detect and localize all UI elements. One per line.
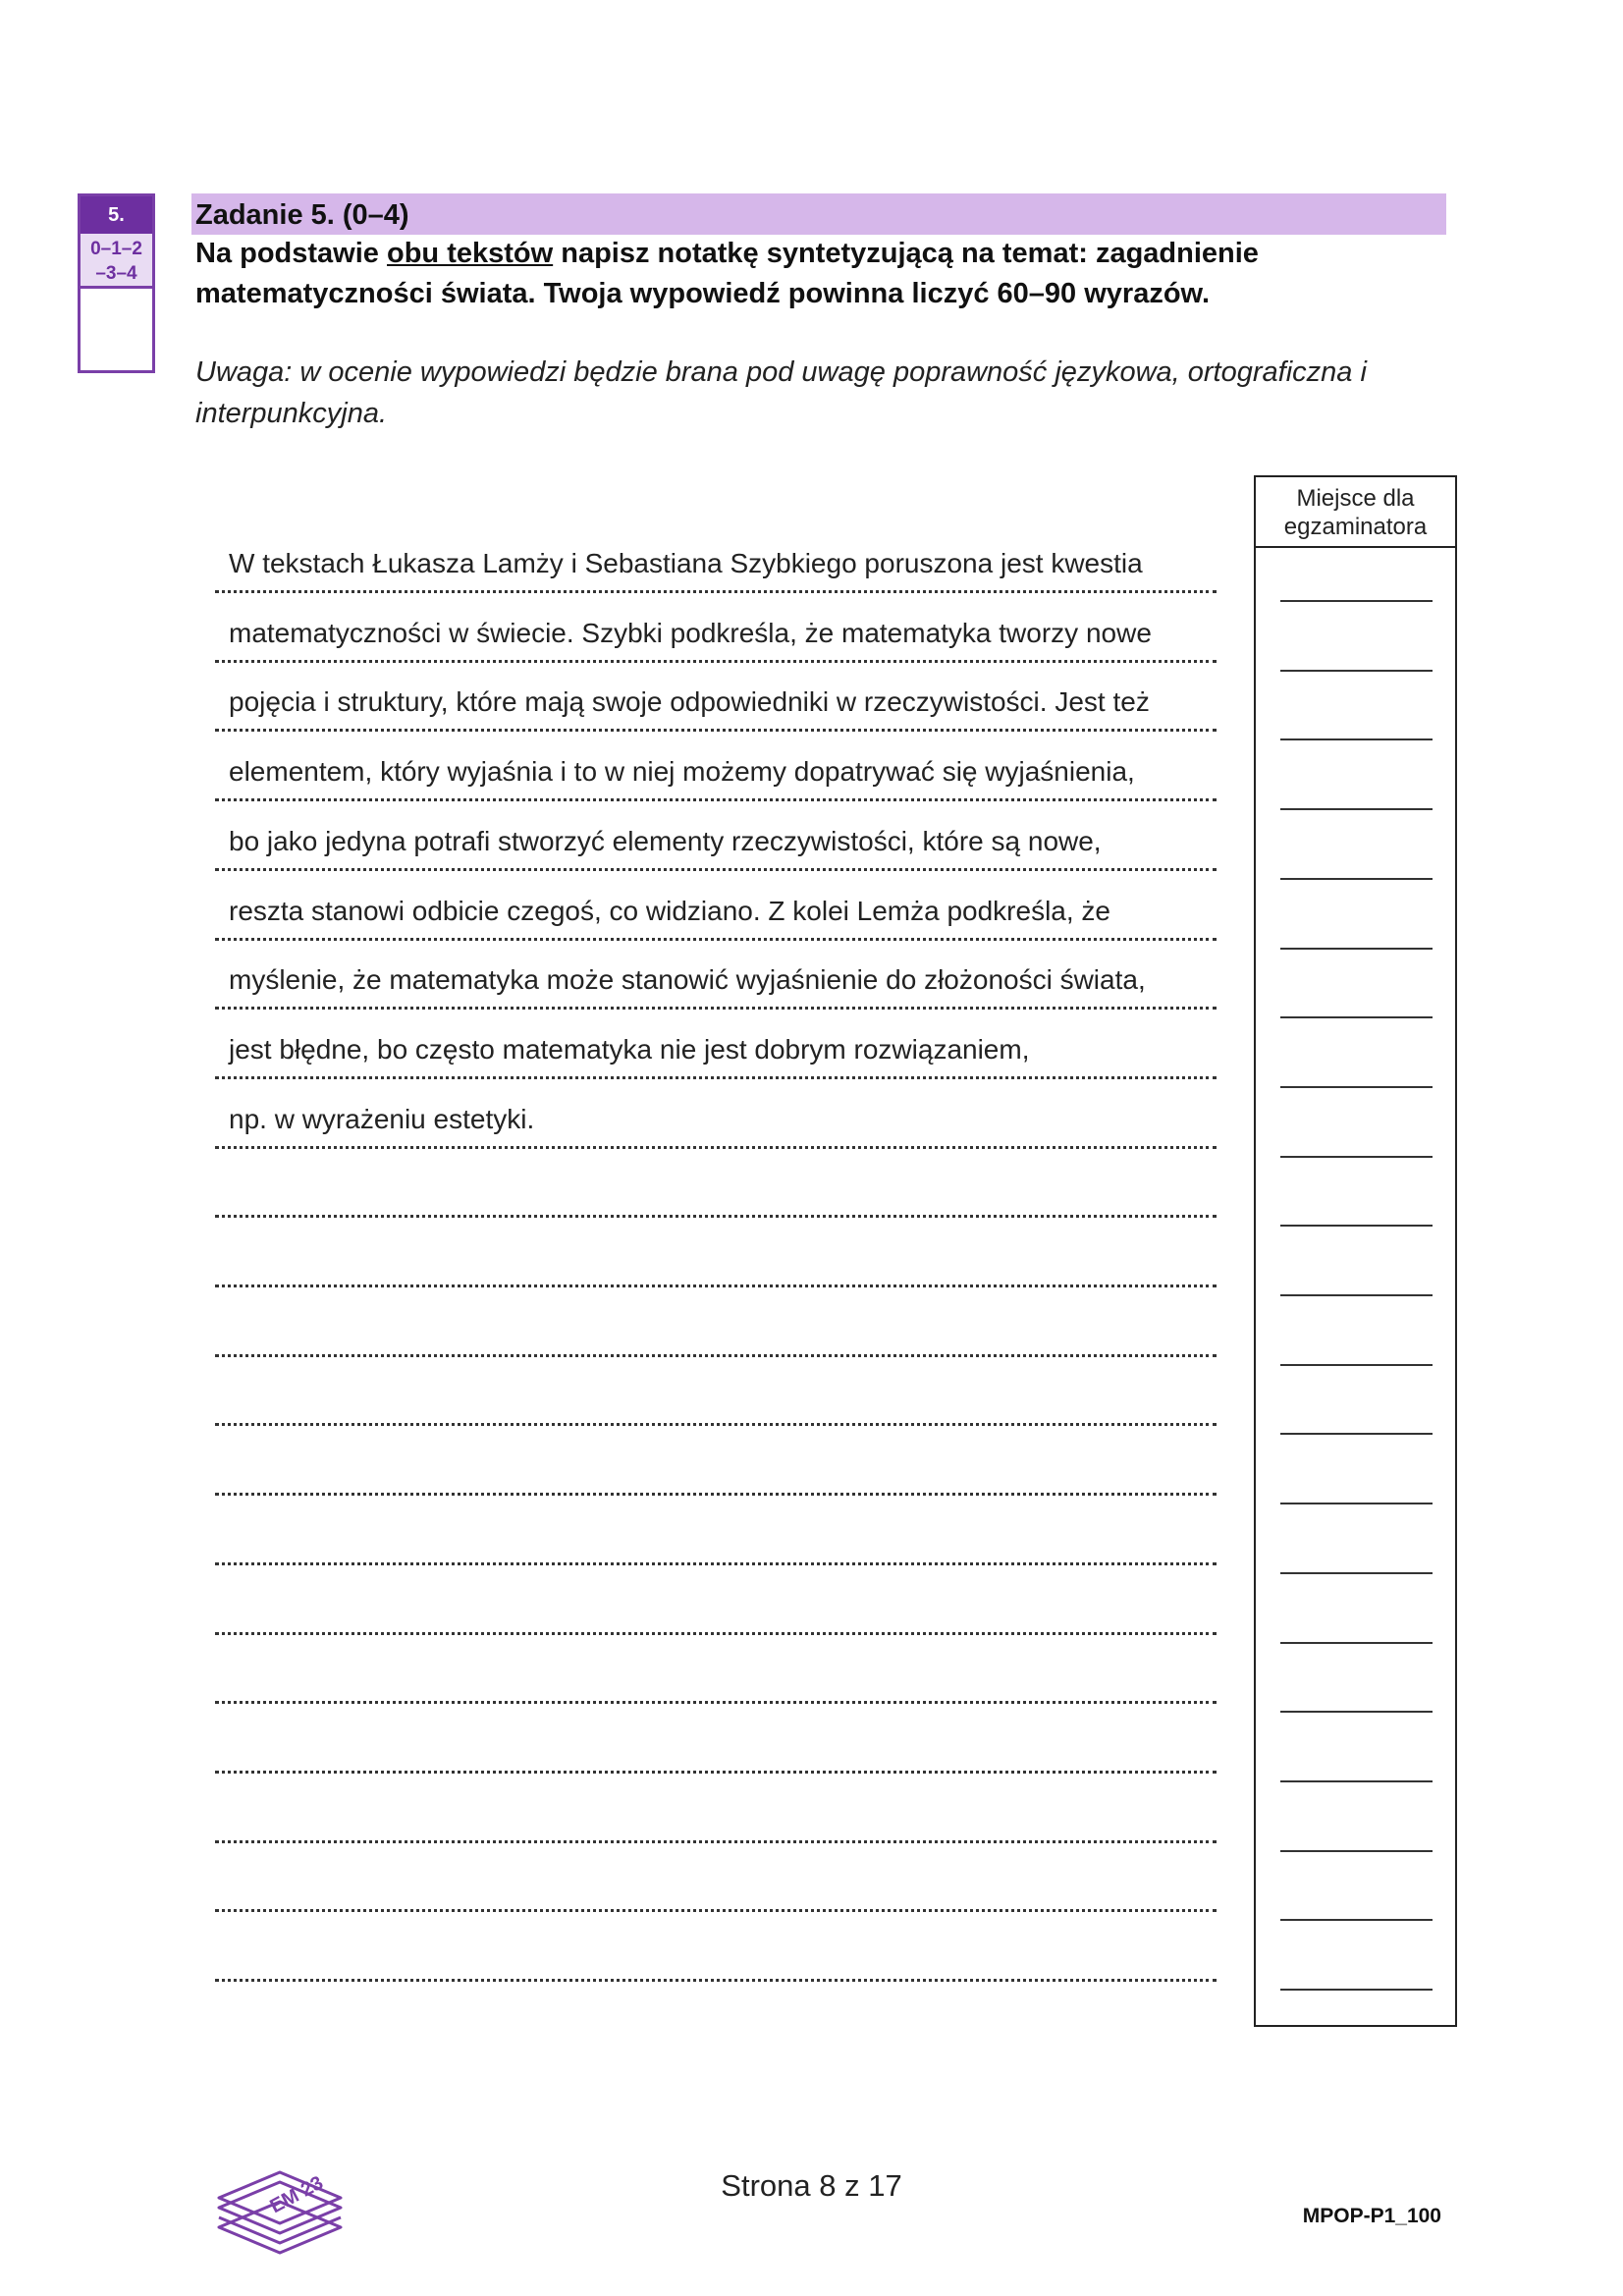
examiner-mark-line bbox=[1280, 1711, 1433, 1713]
answer-dotted-line bbox=[215, 1632, 1217, 1635]
examiner-heading-line2: egzaminatora bbox=[1283, 514, 1428, 540]
answer-dotted-line bbox=[215, 938, 1217, 941]
instruction-part1: Na podstawie bbox=[195, 238, 387, 269]
examiner-mark-line bbox=[1280, 1780, 1433, 1782]
answer-text: elementem, który wyjaśnia i to w niej możemy dopatrywać się wyjaśnienia, bbox=[229, 756, 1135, 788]
answer-dotted-line bbox=[215, 590, 1217, 593]
answer-dotted-line bbox=[215, 1076, 1217, 1079]
examiner-mark-line bbox=[1280, 1225, 1433, 1227]
answer-dotted-line bbox=[215, 729, 1217, 732]
examiner-box bbox=[1254, 475, 1457, 2027]
examiner-mark-line bbox=[1280, 1642, 1433, 1644]
answer-text: pojęcia i struktury, które mają swoje odpowiedniki w rzeczywistości. Jest też bbox=[229, 686, 1150, 718]
answer-dotted-line bbox=[215, 1771, 1217, 1774]
examiner-mark-line bbox=[1280, 808, 1433, 810]
answer-dotted-line bbox=[215, 1423, 1217, 1426]
answer-text: jest błędne, bo często matematyka nie jest dobrym rozwiązaniem, bbox=[229, 1033, 1030, 1065]
answer-text: reszta stanowi odbicie czegoś, co widziano. Z kolei Lemża podkreśla, że bbox=[229, 895, 1110, 926]
exam-code: MPOP-P1_100 bbox=[1302, 2205, 1441, 2227]
answer-dotted-line bbox=[215, 1285, 1217, 1287]
answer-text: np. w wyrażeniu estetyki. bbox=[229, 1103, 535, 1134]
examiner-mark-line bbox=[1280, 670, 1433, 672]
examiner-mark-line bbox=[1280, 1156, 1433, 1158]
answer-dotted-line bbox=[215, 1493, 1217, 1496]
task-title: Zadanie 5. (0–4) bbox=[195, 199, 409, 231]
examiner-mark-line bbox=[1280, 1433, 1433, 1435]
answer-text: matematyczności w świecie. Szybki podkreśla, że matematyka tworzy nowe bbox=[229, 617, 1152, 648]
examiner-mark-line bbox=[1280, 1086, 1433, 1088]
examiner-mark-line bbox=[1280, 948, 1433, 950]
answer-dotted-line bbox=[215, 1909, 1217, 1912]
examiner-mark-line bbox=[1280, 1919, 1433, 1921]
answer-dotted-line bbox=[215, 660, 1217, 663]
examiner-mark-line bbox=[1280, 1016, 1433, 1018]
answer-text: bo jako jedyna potrafi stworzyć elementy rzeczywistości, które są nowe, bbox=[229, 825, 1102, 856]
examiner-heading-line1: Miejsce dla bbox=[1296, 485, 1415, 512]
instruction-underlined: obu tekstów bbox=[387, 238, 554, 269]
examiner-mark-line bbox=[1280, 600, 1433, 602]
examiner-mark-line bbox=[1280, 878, 1433, 880]
answer-dotted-line bbox=[215, 798, 1217, 801]
score-range-label bbox=[81, 234, 152, 289]
answer-dotted-line bbox=[215, 1007, 1217, 1010]
task-number-label: 5. bbox=[81, 196, 152, 234]
answer-dotted-line bbox=[215, 1979, 1217, 1982]
answer-dotted-line bbox=[215, 1146, 1217, 1149]
examiner-mark-line bbox=[1280, 1294, 1433, 1296]
logo-text: EM 23 bbox=[266, 2171, 327, 2218]
score-box bbox=[78, 193, 155, 373]
answer-dotted-line bbox=[215, 1840, 1217, 1843]
examiner-heading bbox=[1256, 477, 1455, 548]
answer-dotted-line bbox=[215, 1354, 1217, 1357]
answer-dotted-line bbox=[215, 1701, 1217, 1704]
examiner-mark-line bbox=[1280, 1503, 1433, 1504]
task-instruction bbox=[195, 234, 1433, 314]
task-note: Uwaga: w ocenie wypowiedzi będzie brana pod uwagę poprawność językowa, ortograficzna i interpunkcyjna. bbox=[195, 356, 1367, 429]
score-range-line2: –3–4 bbox=[95, 263, 137, 284]
answer-dotted-line bbox=[215, 1562, 1217, 1565]
examiner-mark-line bbox=[1280, 1989, 1433, 1991]
examiner-mark-line bbox=[1280, 1850, 1433, 1852]
answer-dotted-line bbox=[215, 868, 1217, 871]
answer-dotted-line bbox=[215, 1215, 1217, 1218]
answer-text: myślenie, że matematyka może stanowić wyjaśnienie do złożoności świata, bbox=[229, 964, 1146, 996]
examiner-mark-line bbox=[1280, 738, 1433, 740]
answer-text: W tekstach Łukasza Lamży i Sebastiana Szybkiego poruszona jest kwestia bbox=[229, 548, 1143, 578]
examiner-mark-line bbox=[1280, 1572, 1433, 1574]
page-number: Strona 8 z 17 bbox=[721, 2168, 902, 2203]
examiner-mark-line bbox=[1280, 1364, 1433, 1366]
score-range-line1: 0–1–2 bbox=[90, 239, 142, 259]
instruction-part2: napisz notatkę syntetyzującą na temat: zagadnienie matematyczności świata. Twoja wypowiedź powinna liczyć 60–90 wyrazów. bbox=[195, 238, 1259, 309]
